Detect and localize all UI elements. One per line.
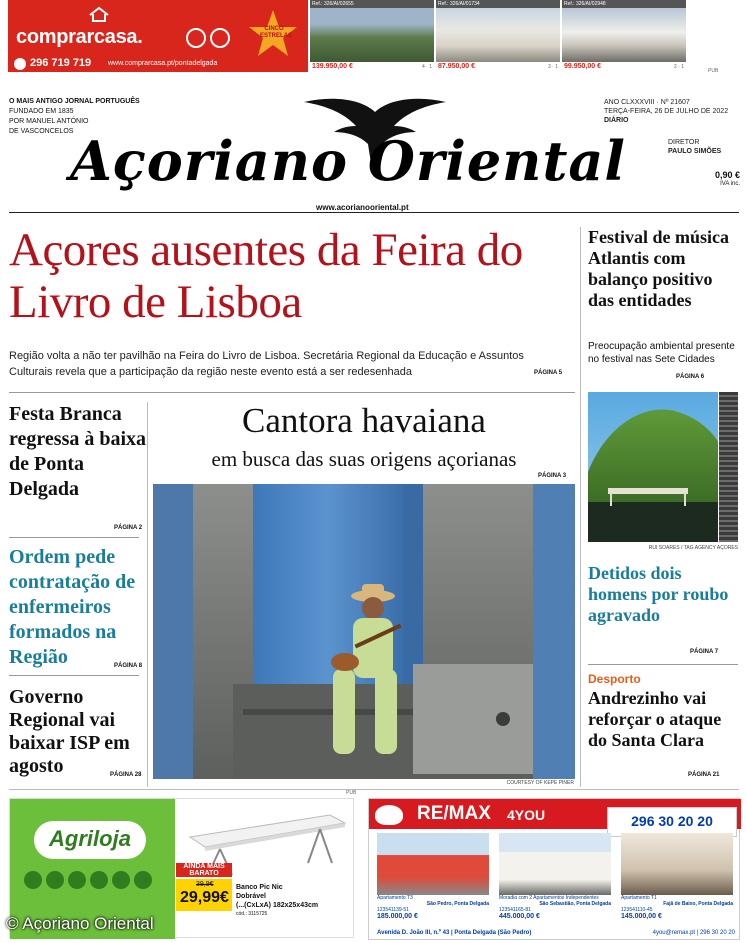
desporto-headline[interactable]: Andrezinho vai reforçar o ataque do Santa Clara	[588, 688, 722, 750]
remax-listing-price: 145.000,00 €	[621, 913, 662, 920]
deal-banner-line2: BARATO	[189, 870, 219, 877]
listing-photo	[562, 8, 686, 62]
listing-price: 139.950,00 €	[312, 63, 353, 70]
category-icon	[68, 871, 86, 889]
festival-photo-credit: RUI SOARES / TAG AGENCY AÇORES	[648, 545, 738, 551]
director-name: PAULO SIMÕES	[668, 148, 722, 155]
cover-price-note: IVA inc.	[720, 181, 740, 187]
center-headline[interactable]: Cantora havaiana	[242, 401, 486, 440]
seal-icon	[210, 28, 230, 48]
category-icon	[24, 871, 42, 889]
category-icon	[112, 871, 130, 889]
pub-label: PUB	[346, 790, 357, 796]
agriloja-brand: Agriloja	[49, 826, 131, 851]
comprarcasa-ad[interactable]	[8, 0, 308, 72]
ad-brand: comprarcasa.	[16, 26, 143, 48]
old-price: 39,9€	[196, 881, 214, 888]
category-icon	[46, 871, 64, 889]
new-price: 29,99€	[180, 889, 229, 906]
deal-banner	[176, 863, 232, 877]
deal-banner-line1: AINDA MAIS	[183, 863, 225, 870]
remax-listing-ref: 123541110-45	[621, 907, 653, 913]
center-subhead: em busca das suas origens açorianas	[211, 447, 517, 471]
center-page: PÁGINA 3	[538, 473, 567, 479]
remax-listing-ref: 123541165-81	[499, 907, 531, 913]
product-ref: cód.: 3115725	[236, 911, 268, 917]
listing-ref: Ref.: 326/AI/01734	[436, 0, 560, 8]
remax-listing-desc: Apartamento T3	[377, 895, 413, 901]
festival-page: PÁGINA 6	[676, 374, 705, 380]
story-festa-branca-page: PÁGINA 2	[114, 525, 143, 531]
listing-ref: Ref.: 326/AI/02948	[562, 0, 686, 8]
listings-strip	[310, 0, 738, 72]
badge-line2: ESTRELAS	[260, 33, 293, 39]
remax-listing-location: Fajã de Baixo, Ponta Delgada	[663, 901, 733, 907]
left-divider	[9, 675, 139, 676]
remax-phone[interactable]: 296 30 20 20	[607, 807, 737, 837]
remax-contact[interactable]: 4you@remax.pt | 296 30 20 20	[652, 930, 735, 936]
seal-icon	[186, 28, 206, 48]
category-icon	[90, 871, 108, 889]
issue-date: TERÇA-FEIRA, 26 DE JULHO DE 2022	[604, 108, 729, 115]
story-enfermeiros-page: PÁGINA 8	[114, 663, 143, 669]
listing-card[interactable]	[436, 0, 560, 72]
remax-listing-ref: 123541139-51	[377, 907, 409, 913]
remax-listing-price: 185.000,00 €	[377, 913, 418, 920]
remax-listing[interactable]	[621, 895, 733, 921]
ads-divider	[9, 789, 739, 790]
listing-card[interactable]	[310, 0, 434, 72]
remax-listing-desc: Moradia com 2 Apartamentos Independentes	[499, 895, 599, 901]
remax-listing-location: São Pedro, Ponta Delgada	[426, 901, 489, 907]
masthead-website[interactable]: www.acorianooriental.pt	[312, 203, 413, 212]
left-divider	[9, 537, 139, 538]
masthead-founder-2: DE VASCONCELOS	[9, 128, 74, 135]
listing-card[interactable]	[562, 0, 686, 72]
remax-ad[interactable]	[368, 798, 740, 940]
badge-line1: CINCO	[264, 26, 284, 32]
category-icon	[134, 871, 152, 889]
category-icons	[24, 871, 164, 893]
masthead-founded: FUNDADO EM 1835	[9, 108, 74, 115]
remax-office: 4YOU	[507, 807, 546, 823]
watermark: © Açoriano Oriental	[6, 914, 154, 933]
phone-icon	[14, 58, 26, 70]
pub-label: PUB	[708, 68, 719, 74]
listing-price: 99.950,00 €	[564, 63, 601, 70]
issue-number: ANO CLXXXVIII · Nº 21607	[604, 99, 690, 106]
remax-listing-photo	[377, 833, 489, 895]
remax-listing-photo	[499, 833, 611, 895]
festival-deck: Preocupação ambiental presente no festival nas Sete Cidades	[588, 341, 735, 365]
masthead-tagline: O MAIS ANTIGO JORNAL PORTUGUÊS	[9, 98, 140, 105]
remax-address: Avenida D. João III, n.º 43 | Ponta Delgada (São Pedro)	[377, 930, 532, 936]
detidos-page: PÁGINA 7	[690, 649, 719, 655]
photo-edge-strip	[719, 392, 738, 542]
product-name: Banco Pic Nic	[236, 884, 283, 891]
remax-listing[interactable]	[377, 895, 489, 921]
listing-meta: 4 · 1	[421, 64, 432, 70]
listing-photo	[436, 8, 560, 62]
balloon-icon	[375, 805, 403, 825]
lead-deck: Região volta a não ter pavilhão na Feira do Livro de Lisboa. Secretária Regional da Educação e Assuntos Culturais revela que a participação da região neste evento está a ser redesenhada	[9, 350, 524, 378]
lead-page: PÁGINA 5	[534, 370, 563, 376]
festival-photo	[588, 392, 718, 542]
listing-photo	[310, 8, 434, 62]
desporto-page: PÁGINA 21	[688, 772, 720, 778]
product-dimensions: (...(CxLxA) 182x25x43cm	[236, 902, 319, 909]
lead-headline[interactable]: Açores ausentes da Feira do Livro de Lisboa	[9, 224, 523, 328]
festival-headline[interactable]: Festival de música Atlantis com balanço positivo das entidades	[588, 227, 729, 310]
remax-listing-photo	[621, 833, 733, 895]
listing-price: 87.950,00 €	[438, 63, 475, 70]
director-block	[668, 138, 740, 156]
house-icon	[88, 6, 110, 22]
ad-website: www.comprarcasa.pt/pontadelgada	[108, 60, 218, 67]
cover-photo-credit: COURTESY OF KEPE PINER	[506, 780, 574, 786]
column-divider-right	[580, 227, 581, 787]
director-label: DIRETOR	[668, 139, 700, 146]
cover-photo	[153, 484, 575, 779]
remax-listing-price: 445.000,00 €	[499, 913, 540, 920]
masthead-right	[604, 98, 740, 125]
story-enfermeiros[interactable]: Ordem pede contratação de enfermeiros formados na Região	[9, 546, 136, 668]
masthead-founder: POR MANUEL ANTÓNIO	[9, 118, 89, 125]
listing-meta: 2 · 1	[673, 64, 684, 70]
masthead-title: Açoriano Oriental	[70, 129, 626, 193]
masthead-divider	[9, 212, 739, 213]
story-isp[interactable]: Governo Regional vai baixar ISP em agosto	[9, 686, 130, 777]
listing-ref: Ref.: 326/AI/02655	[310, 0, 434, 8]
right-divider	[588, 664, 738, 665]
remax-listing[interactable]	[499, 895, 611, 921]
remax-brand: RE/MAX	[417, 803, 491, 824]
cover-price: 0,90 €	[714, 170, 740, 180]
detidos-headline[interactable]: Detidos dois homens por roubo agravado	[588, 563, 729, 625]
story-festa-branca[interactable]: Festa Branca regressa à baixa de Ponta Delgada	[9, 403, 147, 500]
product-info	[236, 883, 354, 919]
issue-frequency: DIÁRIO	[604, 117, 629, 124]
listing-meta: 3 · 1	[547, 64, 558, 70]
column-divider-left	[147, 402, 148, 787]
section-label[interactable]: Desporto	[588, 672, 641, 686]
remax-listing-desc: Apartamento T1	[621, 895, 657, 901]
lead-divider	[9, 392, 575, 393]
ad-phone: 296 719 719	[30, 57, 92, 69]
remax-listing-location: São Sebastião, Ponta Delgada	[539, 901, 611, 907]
product-name-2: Dobrável	[236, 893, 266, 900]
story-isp-page: PÁGINA 28	[110, 772, 142, 778]
